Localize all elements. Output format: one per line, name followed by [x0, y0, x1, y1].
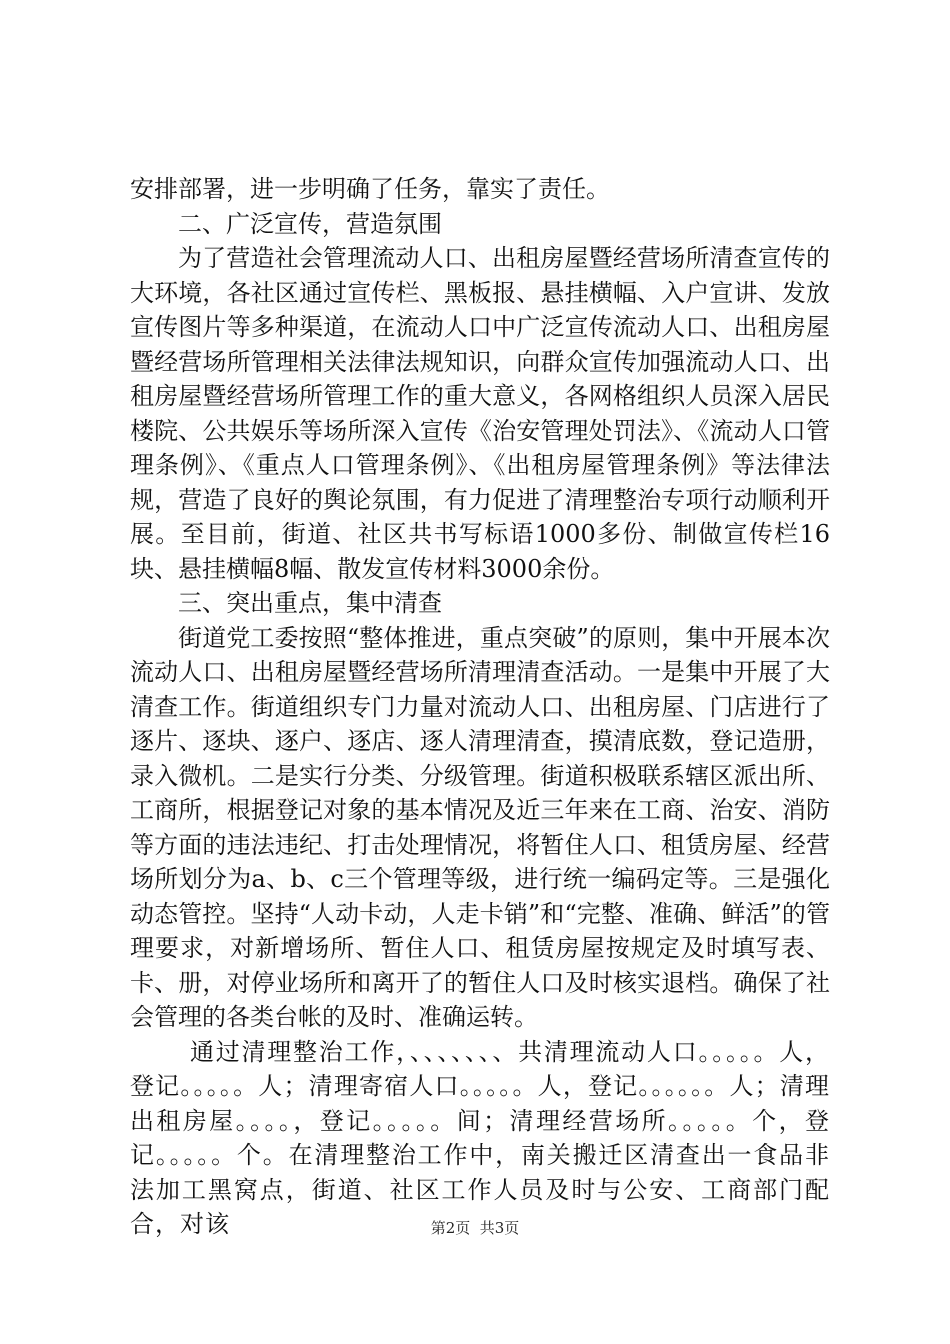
- paragraph-publicity: 为了营造社会管理流动人口、出租房屋暨经营场所清查宣传的大环境，各社区通过宣传栏、黑板报、悬挂横幅、入户宣讲、发放宣传图片等多种渠道，在流动人口中广泛宣传流动人口、出租房屋暨经营场所管理相关法律法规知识，向群众宣传加强流动人口、出租房屋暨经营场所管理工作的重大意义，各网格组织人员深入居民楼院、公共娱乐等场所深入宣传《治安管理处罚法》、《流动人口管理条例》、《重点人口管理条例》、《出租房屋管理条例》等法律法规，营造了良好的舆论氛围，有力促进了清理整治专项行动顺利开展。至目前，街道、社区共书写标语1000多份、制做宣传栏16块、悬挂横幅8幅、散发宣传材料3000余份。: [130, 244, 830, 583]
- document-body: [130, 172, 830, 1242]
- page-number-label: 第2页 共3页: [430, 1219, 520, 1237]
- section-heading-2: 二、广泛宣传，营造氛围: [178, 209, 442, 238]
- paragraph-inspection: 街道党工委按照“整体推进，重点突破”的原则，集中开展本次流动人口、出租房屋暨经营场所清理清查活动。一是集中开展了大清查工作。街道组织专门力量对流动人口、出租房屋、门店进行了逐片、逐块、逐户、逐店、逐人清理清查，摸清底数，登记造册，录入微机。二是实行分类、分级管理。街道积极联系辖区派出所、工商所，根据登记对象的基本情况及近三年来在工商、治安、消防等方面的违法违纪、打击处理情况，将暂住人口、租赁房屋、经营场所划分为a、b、c三个管理等级，进行统一编码定等。三是强化动态管控。坚持“人动卡动，人走卡销”和“完整、准确、鲜活”的管理要求，对新增场所、暂住人口、租赁房屋按规定及时填写表、卡、册，对停业场所和离开了的暂住人口及时核实退档。确保了社会管理的各类台帐的及时、准确运转。: [130, 623, 830, 1031]
- section-heading-3: 三、突出重点，集中清查: [178, 589, 442, 617]
- page-footer: [0, 1217, 950, 1238]
- paragraph-results: 通过清理整治工作，、、、、、、、共清理流动人口。。。。。人，登记。。。。。人；清理寄宿人口。。。。。人，登记。。。。。。人；清理出租房屋。。。。，登记。。。。。间；清理经营场所。。。。。个，登记。。。。。个。在清理整治工作中，南关搬迁区清查出一食品非法加工黑窝点，街道、社区工作人员及时与公安、工商部门配合，对该: [130, 1037, 830, 1238]
- paragraph-continuation: 安排部署，进一步明确了任务，靠实了责任。: [130, 175, 610, 203]
